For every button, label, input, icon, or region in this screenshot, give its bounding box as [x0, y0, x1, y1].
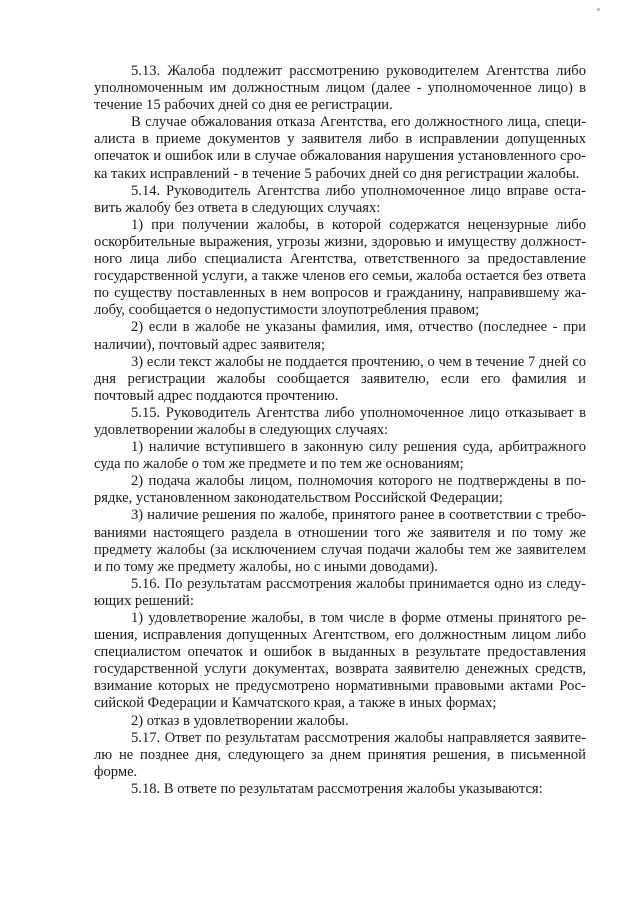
paragraph-5-15-item-1: 1) наличие вступившего в законную силу решения суда, арбитражного суда по жалобе о том же предмете и по тем же основаниям;: [94, 439, 586, 473]
paragraph-5-16-item-1: 1) удовлетворение жалобы, в том числе в форме отмены принятого решения, исправления допущенных Агентством, его должностным лицом либо специалистом опечаток и ошибок в выданных в результате предоставления государственной услуги документах, возврата заявителю денежных средств, взимание которых не предусмотрено нормативными правовыми актами Российской Федерации и Камчатского края, а также в иных формах;: [94, 610, 586, 712]
paragraph-5-13-appeal-refusal: В случае обжалования отказа Агентства, его должностного лица, специалиста в приеме документов у заявителя либо в исправлении допущенных опечаток и ошибок или в случае обжалования нарушения установленного срока таких исправлений - в течение 5 рабочих дней со дня регистрации жалобы.: [94, 114, 586, 182]
paragraph-5-18: 5.18. В ответе по результатам рассмотрения жалобы указываются:: [131, 780, 543, 797]
paragraph-5-14-item-2: 2) если в жалобе не указаны фамилия, имя, отчество (последнее - при наличии), почтовый адрес заявителя;: [94, 319, 586, 353]
paragraph-5-14-item-3: 3) если текст жалобы не поддается прочтению, о чем в течение 7 дней со дня регистрации жалобы сообщается заявителю, если его фамилия и почтовый адрес поддаются прочтению.: [94, 353, 586, 404]
paragraph-5-13: 5.13. Жалоба подлежит рассмотрению руководителем Агентства либо уполномоченным им должностным лицом (далее - уполномоченное лицо) в течение 15 рабочих дней со дня ее регистрации.: [94, 63, 586, 114]
paragraph-5-15-item-3: 3) наличие решения по жалобе, принятого ранее в соответствии с требованиями настоящего раздела в отношении того же заявителя и по тому же предмету жалобы (за исключением случая подачи жалобы тем же заявителем и по тому же предмету жалобы, но с иными доводами).: [94, 507, 586, 575]
paragraph-5-14-item-1: 1) при получении жалобы, в которой содержатся нецензурные либо оскорбительные выражения, угрозы жизни, здоровью и имуществу должностного лица либо специалиста Агентства, ответственного за предоставление государственной услуги, а также членов его семьи, жалоба остается без ответа по существу поставленных в нем вопросов и гражданину, направившему жалобу, сообщается о недопустимости злоупотребления правом;: [94, 216, 586, 319]
paragraph-5-16-item-2: 2) отказ в удовлетворении жалобы.: [131, 712, 349, 729]
paragraph-5-15: 5.15. Руководитель Агентства либо уполномоченное лицо отказывает в удовлетворении жалобы в следующих случаях:: [94, 404, 586, 438]
paragraph-5-16: 5.16. По результатам рассмотрения жалобы принимается одно из следующих решений:: [94, 575, 586, 609]
paragraph-5-17: 5.17. Ответ по результатам рассмотрения жалобы направляется заявителю не позднее дня, следующего за днем принятия решения, в письменной форме.: [94, 729, 586, 780]
paragraph-5-14: 5.14. Руководитель Агентства либо уполномоченное лицо вправе остaвить жалобу без ответа в следующих случаях:: [94, 182, 586, 216]
scan-speck: [597, 8, 600, 11]
paragraph-5-15-item-2: 2) подача жалобы лицом, полномочия которого не подтверждены в порядке, установленном законодательством Российской Федерации;: [94, 473, 586, 507]
